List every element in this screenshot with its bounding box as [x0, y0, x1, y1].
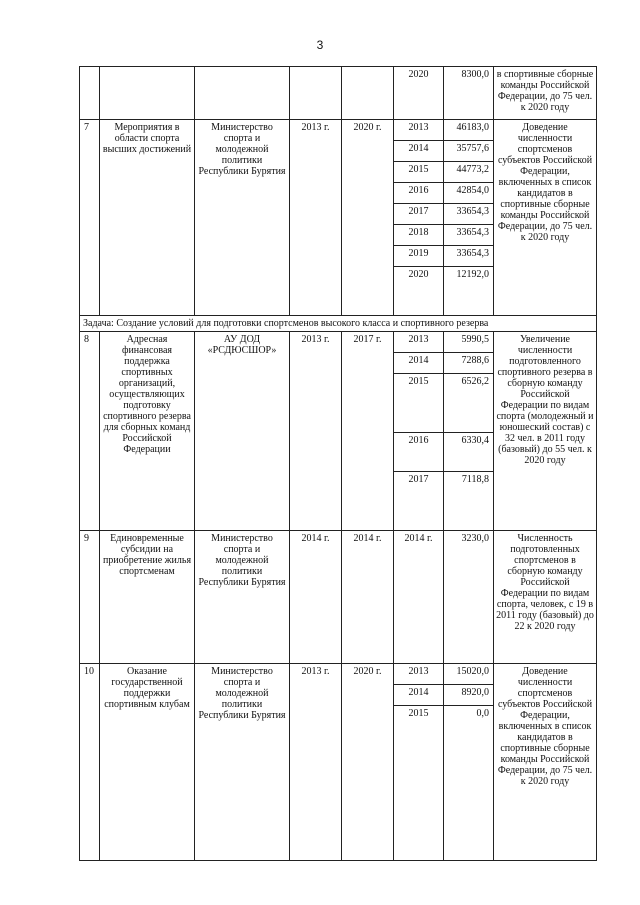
cell-year: 2015 — [394, 374, 444, 433]
table-row — [80, 120, 597, 141]
cell-num — [80, 67, 100, 120]
cell-amount: 8300,0 — [444, 67, 494, 120]
cell-year: 2013 — [394, 120, 444, 141]
cell-amount: 33654,3 — [444, 225, 494, 246]
table-row — [80, 67, 597, 120]
cell-amount: 44773,2 — [444, 162, 494, 183]
cell-amount: 5990,5 — [444, 332, 494, 353]
cell-year: 2020 — [394, 267, 444, 316]
cell-end: 2020 г. — [342, 120, 394, 316]
cell-name: Мероприятия в области спорта высших достижений — [100, 120, 195, 316]
cell-amount: 8920,0 — [444, 685, 494, 706]
cell-end: 2017 г. — [342, 332, 394, 531]
cell-num: 9 — [80, 531, 100, 664]
cell-num: 7 — [80, 120, 100, 316]
cell-year: 2016 — [394, 433, 444, 472]
cell-num: 10 — [80, 664, 100, 861]
program-table — [79, 66, 597, 861]
cell-year: 2014 — [394, 141, 444, 162]
cell-year: 2017 — [394, 204, 444, 225]
cell-name: Адресная финансовая поддержка спортивных организаций, осуществляющих подготовку спортивного резерва для сборных команд Российской Федерации — [100, 332, 195, 531]
cell-start: 2014 г. — [290, 531, 342, 664]
cell-amount: 33654,3 — [444, 246, 494, 267]
cell-result: Доведение численности спортсменов субъектов Российской Федерации, включенных в список кандидатов в спортивные сборные команды Российской Федерации, до 75 чел. к 2020 году — [494, 664, 597, 861]
cell-end: 2014 г. — [342, 531, 394, 664]
cell-name: Единовременные субсидии на приобретение жилья спортсменам — [100, 531, 195, 664]
cell-year: 2015 — [394, 706, 444, 861]
cell-executor: Министерство спорта и молодежной политики Республики Бурятия — [195, 664, 290, 861]
cell-amount: 6526,2 — [444, 374, 494, 433]
table-row — [80, 332, 597, 353]
cell-year: 2018 — [394, 225, 444, 246]
table-row — [80, 531, 597, 664]
cell-start — [290, 67, 342, 120]
cell-result: в спортивные сборные команды Российской Федерации, до 75 чел. к 2020 году — [494, 67, 597, 120]
cell-amount: 7288,6 — [444, 353, 494, 374]
cell-year: 2020 — [394, 67, 444, 120]
cell-amount: 46183,0 — [444, 120, 494, 141]
cell-num: 8 — [80, 332, 100, 531]
cell-year: 2013 — [394, 664, 444, 685]
cell-amount: 42854,0 — [444, 183, 494, 204]
cell-start: 2013 г. — [290, 664, 342, 861]
cell-year: 2014 — [394, 353, 444, 374]
cell-amount: 15020,0 — [444, 664, 494, 685]
table-row — [80, 664, 597, 685]
cell-year: 2017 — [394, 472, 444, 531]
cell-executor: АУ ДОД «РСДЮСШОР» — [195, 332, 290, 531]
cell-amount: 3230,0 — [444, 531, 494, 664]
cell-result: Увеличение численности подготовленного спортивного резерва в сборную команду Российской Федерации по видам спорта (молодежный и юношеский состав) с 32 чел. в 2011 году (базовый) до 55 чел. к 2020 году — [494, 332, 597, 531]
cell-year: 2014 г. — [394, 531, 444, 664]
cell-amount: 33654,3 — [444, 204, 494, 225]
cell-amount: 0,0 — [444, 706, 494, 861]
cell-name: Оказание государственной поддержки спортивным клубам — [100, 664, 195, 861]
cell-result: Численность подготовленных спортсменов в сборную команду Российской Федерации по видам спорта, человек, с 19 в 2011 году (базовый) до 22 к 2020 году — [494, 531, 597, 664]
cell-executor — [195, 67, 290, 120]
cell-amount: 6330,4 — [444, 433, 494, 472]
cell-result: Доведение численности спортсменов субъектов Российской Федерации, включенных в список кандидатов в спортивные сборные команды Российской Федерации, до 75 чел. к 2020 году — [494, 120, 597, 316]
page-number: 3 — [316, 38, 324, 52]
cell-name — [100, 67, 195, 120]
cell-executor: Министерство спорта и молодежной политики Республики Бурятия — [195, 120, 290, 316]
task-row — [80, 316, 597, 332]
cell-year: 2019 — [394, 246, 444, 267]
task-heading: Задача: Создание условий для подготовки спортсменов высокого класса и спортивного резерва — [80, 316, 597, 332]
cell-year: 2014 — [394, 685, 444, 706]
cell-end — [342, 67, 394, 120]
cell-end: 2020 г. — [342, 664, 394, 861]
cell-amount: 12192,0 — [444, 267, 494, 316]
cell-amount: 7118,8 — [444, 472, 494, 531]
cell-year: 2015 — [394, 162, 444, 183]
cell-year: 2016 — [394, 183, 444, 204]
cell-executor: Министерство спорта и молодежной политики Республики Бурятия — [195, 531, 290, 664]
cell-year: 2013 — [394, 332, 444, 353]
cell-amount: 35757,6 — [444, 141, 494, 162]
cell-start: 2013 г. — [290, 120, 342, 316]
cell-start: 2013 г. — [290, 332, 342, 531]
